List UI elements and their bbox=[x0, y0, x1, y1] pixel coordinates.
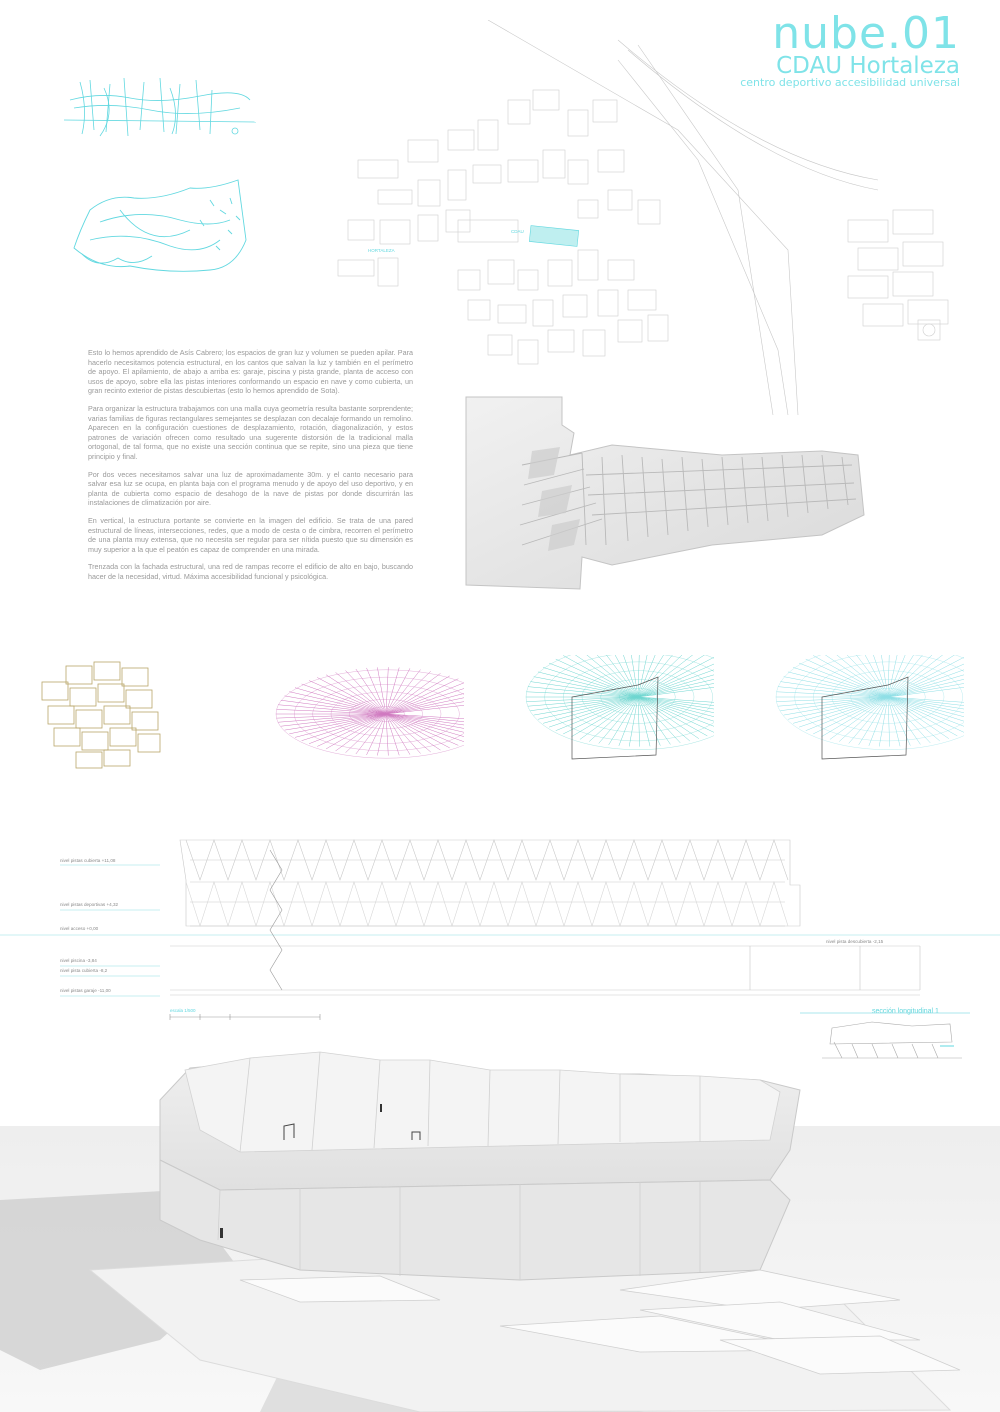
level-label: nivel pista cubierta -8,2 bbox=[60, 968, 108, 973]
grid-line bbox=[302, 684, 386, 714]
magenta-grid-diagram bbox=[236, 660, 464, 772]
grid-line bbox=[534, 697, 638, 715]
project-site bbox=[529, 226, 578, 247]
grid-line bbox=[302, 714, 386, 741]
grid-line bbox=[638, 697, 707, 736]
structure-model-photo bbox=[462, 395, 874, 595]
paragraph: Por dos veces necesitamos salvar una luz de aproximadamente 30m. y el canto necesario para salvar esa luz se ocupa, en planta baja con el programa menudo y de apoyo del uso deportivo, y en planta de cubierta como espacio de desahogo de la nave de pistas por donde discurrirán las instalaciones de climatización por aire. bbox=[88, 469, 413, 508]
grid-line bbox=[386, 714, 458, 745]
grid-line bbox=[888, 655, 949, 697]
paragraph: Trenzada con la fachada estructural, una red de rampas recorre el edificio de alto en bajo, buscando hacer de la necesidad, virtud. Máxima accesibilidad funcional y psicológica. bbox=[88, 562, 413, 581]
grid-line bbox=[799, 663, 888, 697]
level-label: nivel pistas garaje -11,00 bbox=[60, 988, 111, 993]
grid-line bbox=[888, 697, 957, 736]
grid-line bbox=[784, 697, 888, 715]
map-label-place: HORTALEZA bbox=[368, 248, 395, 253]
grid-line bbox=[386, 673, 441, 714]
section-title: sección longitudinal 1 bbox=[872, 1008, 939, 1015]
grid-line bbox=[386, 714, 431, 752]
longitudinal-section bbox=[0, 830, 1000, 1030]
grid-line bbox=[346, 714, 386, 753]
grid-line bbox=[326, 714, 386, 749]
grid-line bbox=[888, 655, 910, 697]
grid-line bbox=[638, 655, 660, 697]
physical-model-photo bbox=[0, 1040, 1000, 1412]
grid-line bbox=[638, 655, 699, 697]
grid-line bbox=[849, 697, 888, 743]
project-description bbox=[88, 348, 413, 589]
poster-title: nube.01 bbox=[772, 8, 960, 59]
grid-line bbox=[638, 657, 714, 697]
poster-description: centro deportivo accesibilidad universal bbox=[740, 76, 960, 89]
level-label: nivel pistas cubierta +11,08 bbox=[60, 858, 116, 863]
grid-line bbox=[638, 697, 640, 747]
concept-sketches bbox=[60, 70, 260, 285]
grid-line bbox=[888, 657, 964, 697]
rectangle-grid-diagram bbox=[36, 660, 166, 772]
scale-label: escala 1/500 bbox=[170, 1008, 196, 1013]
grid-line bbox=[336, 714, 386, 751]
sketch-elevation bbox=[64, 78, 256, 136]
grid-line bbox=[367, 668, 386, 714]
level-label: nivel piscina -3,84 bbox=[60, 958, 97, 963]
poster-subtitle: CDAU Hortaleza bbox=[776, 53, 960, 79]
paragraph: Esto lo hemos aprendido de Asís Cabrero; los espacios de gran luz y volumen se pueden apilar. Para hacerlo necesitamos potencia estructural, en los cantos que salvan la luz y también en el perímetro de apoyo. El apilamiento, de abajo a arriba es: garaje, piscina y pista grande, planta de acceso con usos de apoyo, sobre ella las pistas interiores conformando un espacio en nave y como cubierta, un gran recinto exterior de pistas descubiertas (esto lo hemos aprendido de Sota). bbox=[88, 348, 413, 396]
grid-line bbox=[580, 655, 638, 697]
level-label: nivel pistas deportivas +4,32 bbox=[60, 902, 119, 907]
grid-line bbox=[317, 714, 386, 746]
grid-line bbox=[377, 714, 386, 755]
grid-line bbox=[386, 676, 450, 714]
section-underline bbox=[800, 1012, 970, 1015]
sketch-plan bbox=[74, 180, 246, 271]
grid-line bbox=[549, 663, 638, 697]
grid-line bbox=[386, 682, 464, 714]
site-plan bbox=[318, 20, 978, 415]
teal-grid-diagram bbox=[488, 655, 714, 775]
map-label-site: CDAU bbox=[511, 229, 524, 234]
grid-line bbox=[386, 679, 458, 714]
grid-line bbox=[888, 697, 890, 747]
grid-line bbox=[599, 697, 638, 743]
level-label-right: nivel pista descubierta -2,15 bbox=[826, 939, 884, 944]
paragraph: Para organizar la estructura trabajamos con una malla cuya geometría resulta bastante sorprendente; varias familias de figuras rectangulares semejantes se desplazan con decalaje formando un remolino. Aparecen en la configuración cuestiones de desplazamiento, rotación, diagonalización, y estos patrones de variación ofrecen como resultado una sugerente distorsión de la tradicional malla ortogonal, de tal forma, que no existe una sección continua que se repite, sino una pieza que tiene principio y final. bbox=[88, 403, 413, 461]
road-diagonal-1 bbox=[488, 20, 798, 415]
cyan-grid-diagram bbox=[738, 655, 964, 775]
grid-line bbox=[830, 655, 888, 697]
grid-line bbox=[386, 671, 431, 714]
grid-line bbox=[326, 675, 386, 714]
paragraph: En vertical, la estructura portante se convierte en la imagen del edificio. Se trata de una pared estructural de líneas, intersecciones, redes, que a modo de cesta o de cimbra, recorren el perímetro de una planta muy extensa, que no necesita ser regular para ser nítida puesto que su dimensión es muy superior a la que el peatón es capaz de comprender en una mirada. bbox=[88, 515, 413, 554]
level-label: nivel acceso +0,00 bbox=[60, 926, 99, 931]
grid-line bbox=[386, 714, 450, 748]
grid-line bbox=[386, 714, 441, 750]
